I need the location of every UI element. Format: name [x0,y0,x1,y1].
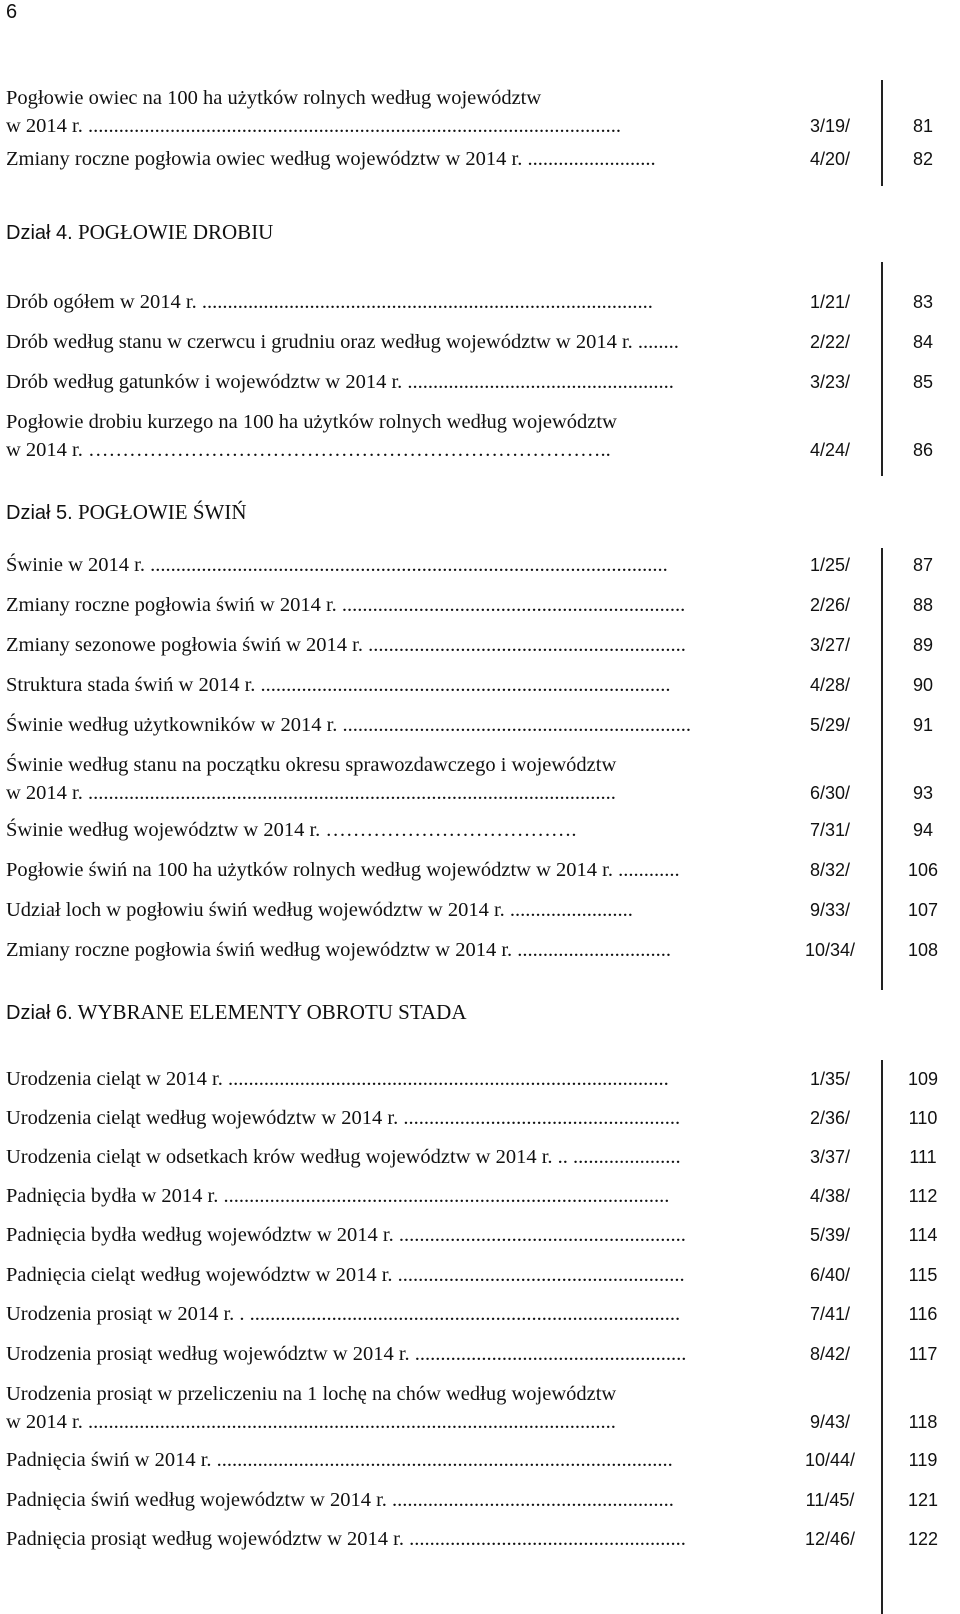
toc-entry[interactable] [0,936,960,976]
toc-entry-title-line: w 2014 r. ………………………………………………………………….. [6,439,611,461]
toc-entry-title [6,408,791,464]
toc-entry-title-line: w 2014 r. ....................................................................................................... [6,1411,616,1433]
table-reference: 3/27/ [809,635,851,655]
toc-entry[interactable] [0,751,960,804]
page-reference: 85 [912,372,934,392]
toc-entry-title-line: Świnie według użytkowników w 2014 r. .................................................................... [6,714,692,736]
toc-entry-title [6,856,791,884]
toc-entry-title [6,1446,791,1474]
section-heading [6,500,247,525]
page-reference: 88 [912,595,934,615]
page-reference: 107 [907,900,939,920]
table-reference: 1/21/ [809,292,851,312]
toc-entry-title-line: Zmiany roczne pogłowia świń w 2014 r. ................................................................... [6,594,686,616]
section-title: POGŁOWIE DROBIU [72,220,274,244]
toc-entry-title-line: Drób ogółem w 2014 r. ........................................................................................ [6,291,653,313]
table-reference: 4/28/ [809,675,851,695]
toc-entry[interactable] [0,1340,960,1380]
table-reference: 5/29/ [809,715,851,735]
table-reference: 12/46/ [804,1529,856,1549]
toc-entry[interactable] [0,288,960,328]
page-reference: 94 [912,820,934,840]
page-reference: 83 [912,292,934,312]
toc-entry-title [6,1525,791,1553]
toc-entry-title-line: Urodzenia cieląt w 2014 r. ...................................................................................... [6,1068,669,1090]
table-reference: 11/45/ [805,1490,855,1510]
toc-entry-title-line: Urodzenia prosiąt według województw w 2014 r. ..................................................... [6,1343,687,1365]
toc-entry-title-line: Padnięcia prosiąt według województw w 2014 r. ...................................................... [6,1528,686,1550]
toc-entry-title-line: w 2014 r. ........................................................................................................ [6,115,621,137]
toc-entry-title [6,1182,791,1210]
toc-entry[interactable] [0,551,960,591]
toc-entry-title [6,631,791,659]
page-reference: 106 [907,860,939,880]
toc-entry[interactable] [0,1221,960,1261]
table-reference: 1/25/ [809,555,851,575]
page-reference: 117 [908,1344,938,1364]
toc-entry-title-line: Świnie według stanu na początku okresu sprawozdawczego i województw [6,754,617,776]
toc-entry-title [6,1300,791,1328]
table-reference: 8/32/ [809,860,851,880]
toc-entry-title-line: Pogłowie świń na 100 ha użytków rolnych według województw w 2014 r. ............ [6,859,680,881]
table-reference: 4/38/ [809,1186,851,1206]
page-reference: 108 [907,940,939,960]
toc-entry[interactable] [0,1300,960,1340]
toc-entry-title-line: Padnięcia cieląt według województw w 2014 r. ........................................................ [6,1264,685,1286]
page-reference: 119 [908,1450,938,1470]
toc-entry[interactable] [0,1261,960,1301]
page-number: 6 [6,1,18,23]
table-reference: 3/23/ [809,372,851,392]
page-reference: 110 [908,1108,938,1128]
toc-entry[interactable] [0,1143,960,1183]
page-reference: 112 [908,1186,938,1206]
table-reference: 10/34/ [804,940,856,960]
page-reference: 91 [912,715,934,735]
toc-entry-title [6,1221,791,1249]
toc-entry-title [6,145,791,173]
page-reference: 87 [912,555,934,575]
toc-entry[interactable] [0,328,960,368]
page-reference: 81 [912,116,934,136]
toc-entry-title-line: Świnie według województw w 2014 r. ………………………………. [6,819,577,841]
toc-entry-title-line: Padnięcia świń według województw w 2014 r. ....................................................... [6,1489,674,1511]
toc-entry-title-line: Struktura stada świń w 2014 r. ................................................................................ [6,674,671,696]
section-number: Dział 5. [6,502,73,524]
toc-entry-title-line: Urodzenia prosiąt w 2014 r. . .................................................................................... [6,1303,681,1325]
table-reference: 9/33/ [809,900,851,920]
toc-entry-title-line: Zmiany roczne pogłowia świń według województw w 2014 r. .............................. [6,939,672,961]
table-reference: 3/19/ [809,116,851,136]
page-reference: 122 [907,1529,939,1549]
toc-entry-title [6,1380,791,1436]
toc-entry-title-line: Pogłowie drobiu kurzego na 100 ha użytków rolnych według województw [6,411,617,433]
table-reference: 10/44/ [804,1450,856,1470]
toc-entry[interactable] [0,84,960,137]
toc-entry-title-line: Urodzenia cieląt według województw w 2014 r. ...................................................... [6,1107,681,1129]
toc-entry[interactable] [0,1065,960,1105]
table-reference: 9/43/ [809,1412,851,1432]
toc-entry-title [6,84,791,140]
toc-entry-title [6,1065,791,1093]
page-reference: 82 [912,149,934,169]
page-reference: 111 [909,1147,937,1167]
page-reference: 109 [907,1069,939,1089]
toc-entry[interactable] [0,591,960,631]
toc-entry[interactable] [0,1182,960,1222]
toc-entry-title-line: Urodzenia cieląt w odsetkach krów według województw w 2014 r. .. ..................... [6,1146,681,1168]
toc-entry-title [6,816,791,844]
toc-entry-title-line: Padnięcia bydła w 2014 r. ....................................................................................... [6,1185,670,1207]
toc-entry[interactable] [0,1525,960,1565]
toc-entry[interactable] [0,856,960,896]
toc-entry-title [6,368,791,396]
toc-entry-title [6,751,791,807]
section-title: WYBRANE ELEMENTY OBROTU STADA [72,1000,467,1024]
toc-entry-title [6,551,791,579]
page-reference: 93 [912,783,934,803]
toc-entry[interactable] [0,1486,960,1526]
table-reference: 5/39/ [809,1225,851,1245]
toc-entry-title [6,591,791,619]
page-reference: 89 [912,635,934,655]
page-reference: 114 [908,1225,938,1245]
table-reference: 4/20/ [809,149,851,169]
toc-entry[interactable] [0,1446,960,1486]
table-reference: 4/24/ [809,440,851,460]
table-reference: 7/31/ [809,820,851,840]
table-reference: 2/26/ [809,595,851,615]
toc-entry[interactable] [0,671,960,711]
table-reference: 2/36/ [809,1108,851,1128]
toc-entry[interactable] [0,408,960,461]
toc-entry-title [6,1486,791,1514]
toc-entry-title [6,896,791,924]
toc-entry-title [6,1143,791,1171]
toc-entry-title [6,711,791,739]
toc-entry-title-line: Padnięcia bydła według województw w 2014 r. ........................................................ [6,1224,686,1246]
table-reference: 6/40/ [809,1265,851,1285]
table-reference: 8/42/ [809,1344,851,1364]
table-reference: 7/41/ [809,1304,851,1324]
toc-entry[interactable] [0,1380,960,1433]
toc-entry-title [6,328,791,356]
toc-entry-title-line: Zmiany roczne pogłowia owiec według województw w 2014 r. ......................... [6,148,656,170]
toc-entry-title [6,1104,791,1132]
toc-entry-title-line: Padnięcia świń w 2014 r. ......................................................................................... [6,1449,673,1471]
section-title: POGŁOWIE ŚWIŃ [72,500,247,524]
page-reference: 116 [908,1304,938,1324]
toc-entry-title-line: Świnie w 2014 r. ..................................................................................................... [6,554,668,576]
table-reference: 3/37/ [809,1147,851,1167]
toc-entry[interactable] [0,896,960,936]
toc-entry-title [6,936,791,964]
toc-entry[interactable] [0,816,960,856]
table-reference: 2/22/ [809,332,851,352]
page-reference: 86 [912,440,934,460]
section-number: Dział 4. [6,222,73,244]
toc-entry-title-line: Drób według stanu w czerwcu i grudniu oraz według województw w 2014 r. ........ [6,331,679,353]
toc-entry[interactable] [0,631,960,671]
toc-entry-title-line: Pogłowie owiec na 100 ha użytków rolnych według województw [6,87,542,109]
section-number: Dział 6. [6,1002,73,1024]
toc-entry-title [6,288,791,316]
toc-entry[interactable] [0,145,960,185]
page-reference: 121 [907,1490,939,1510]
toc-entry-title [6,1261,791,1289]
section-heading [6,220,273,245]
toc-entry-title-line: w 2014 r. ....................................................................................................... [6,782,616,804]
section-heading [6,1000,467,1025]
page-reference: 84 [912,332,934,352]
page-reference: 90 [912,675,934,695]
toc-entry-title-line: Drób według gatunków i województw w 2014 r. .................................................... [6,371,674,393]
toc-entry-title-line: Zmiany sezonowe pogłowia świń w 2014 r. .............................................................. [6,634,686,656]
toc-entry-title-line: Udział loch w pogłowiu świń według województw w 2014 r. ........................ [6,899,633,921]
toc-entry-title-line: Urodzenia prosiąt w przeliczeniu na 1 lochę na chów według województw [6,1383,617,1405]
toc-entry-title [6,671,791,699]
page-reference: 115 [908,1265,938,1285]
toc-entry[interactable] [0,711,960,751]
toc-entry[interactable] [0,368,960,408]
toc-entry[interactable] [0,1104,960,1144]
table-reference: 6/30/ [809,783,851,803]
page-reference: 118 [908,1412,938,1432]
toc-entry-title [6,1340,791,1368]
table-reference: 1/35/ [809,1069,851,1089]
